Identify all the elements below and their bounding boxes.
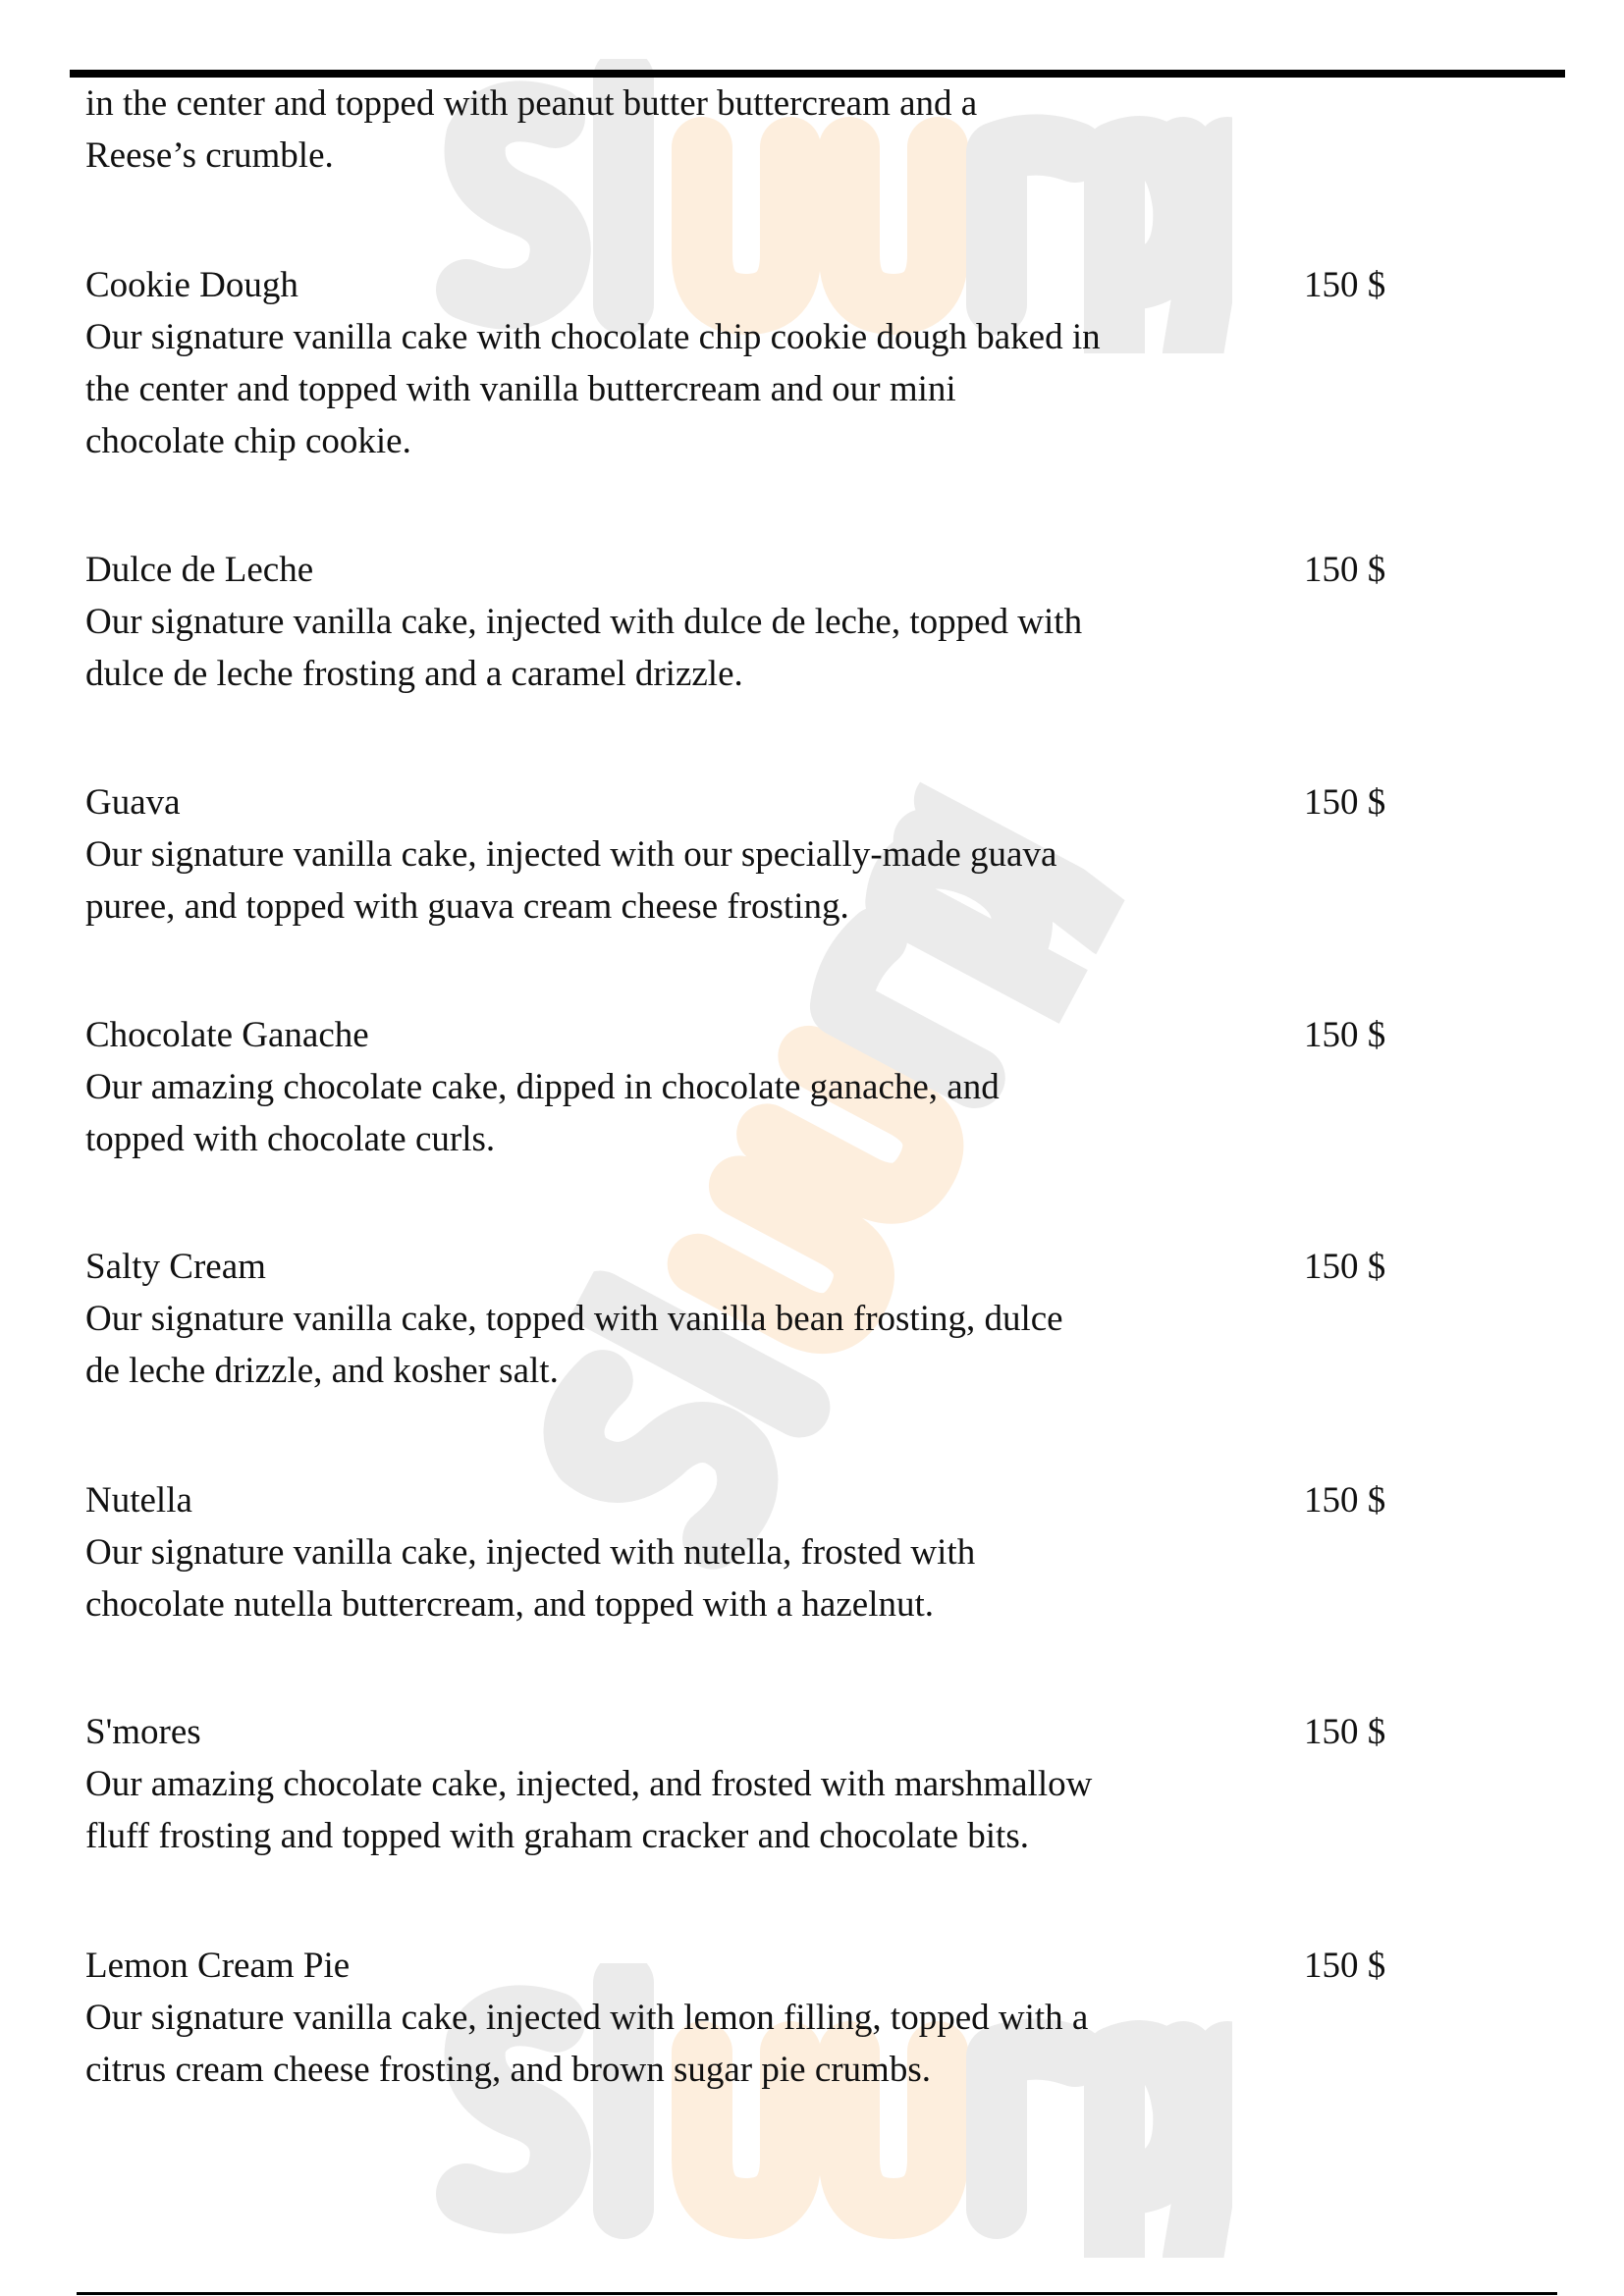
item-name: Nutella: [85, 1480, 192, 1521]
item-price: 150 $: [1304, 1712, 1386, 1752]
item-description-line: citrus cream cheese frosting, and brown sugar pie crumbs.: [85, 2050, 931, 2090]
item-name: Salty Cream: [85, 1247, 266, 1287]
item-description-line: Our signature vanilla cake, injected with lemon filling, topped with a: [85, 1998, 1089, 2038]
item-price: 150 $: [1304, 265, 1386, 305]
item-description-line: Our signature vanilla cake, injected with dulce de leche, topped with: [85, 602, 1083, 642]
item-description-line: Our amazing chocolate cake, dipped in chocolate ganache, and: [85, 1067, 1000, 1107]
item-description-line: puree, and topped with guava cream cheese frosting.: [85, 886, 849, 927]
item-description-line: Our signature vanilla cake, injected with nutella, frosted with: [85, 1532, 976, 1573]
menu-item: [85, 1706, 1386, 1862]
item-description-line: dulce de leche frosting and a caramel drizzle.: [85, 654, 743, 694]
item-price: 150 $: [1304, 782, 1386, 823]
item-description-line: Our signature vanilla cake, injected with our specially-made guava: [85, 834, 1057, 875]
menu-item: [85, 259, 1386, 467]
menu-item: [85, 1474, 1386, 1630]
menu-item: [85, 776, 1386, 933]
item-price: 150 $: [1304, 550, 1386, 590]
menu-item: [85, 1241, 1386, 1397]
desc-line: in the center and topped with peanut butter buttercream and a: [85, 83, 978, 124]
item-price: 150 $: [1304, 1015, 1386, 1055]
item-description-line: de leche drizzle, and kosher salt.: [85, 1351, 559, 1391]
menu-item: [85, 1009, 1386, 1165]
item-description-line: topped with chocolate curls.: [85, 1119, 496, 1159]
item-name: Lemon Cream Pie: [85, 1946, 351, 1986]
item-name: Chocolate Ganache: [85, 1015, 369, 1055]
item-description-line: chocolate chip cookie.: [85, 421, 411, 461]
item-description-line: the center and topped with vanilla buttercream and our mini: [85, 369, 956, 409]
item-name: Dulce de Leche: [85, 550, 314, 590]
item-name: Cookie Dough: [85, 265, 298, 305]
item-price: 150 $: [1304, 1946, 1386, 1986]
item-price: 150 $: [1304, 1480, 1386, 1521]
item-description-line: chocolate nutella buttercream, and topped with a hazelnut.: [85, 1584, 935, 1625]
item-name: Guava: [85, 782, 181, 823]
item-name: S'mores: [85, 1712, 201, 1752]
item-description-line: Our signature vanilla cake with chocolate chip cookie dough baked in: [85, 317, 1101, 357]
item-description-line: fluff frosting and topped with graham cracker and chocolate bits.: [85, 1816, 1029, 1856]
continued-description: [85, 78, 977, 182]
bottom-divider: [77, 2292, 1557, 2295]
menu-item: [85, 1940, 1386, 2096]
menu-item: [85, 544, 1386, 700]
item-price: 150 $: [1304, 1247, 1386, 1287]
item-description-line: Our amazing chocolate cake, injected, and frosted with marshmallow: [85, 1764, 1093, 1804]
desc-line: Reese’s crumble.: [85, 135, 334, 176]
top-divider: [70, 70, 1565, 78]
item-description-line: Our signature vanilla cake, topped with vanilla bean frosting, dulce: [85, 1299, 1063, 1339]
